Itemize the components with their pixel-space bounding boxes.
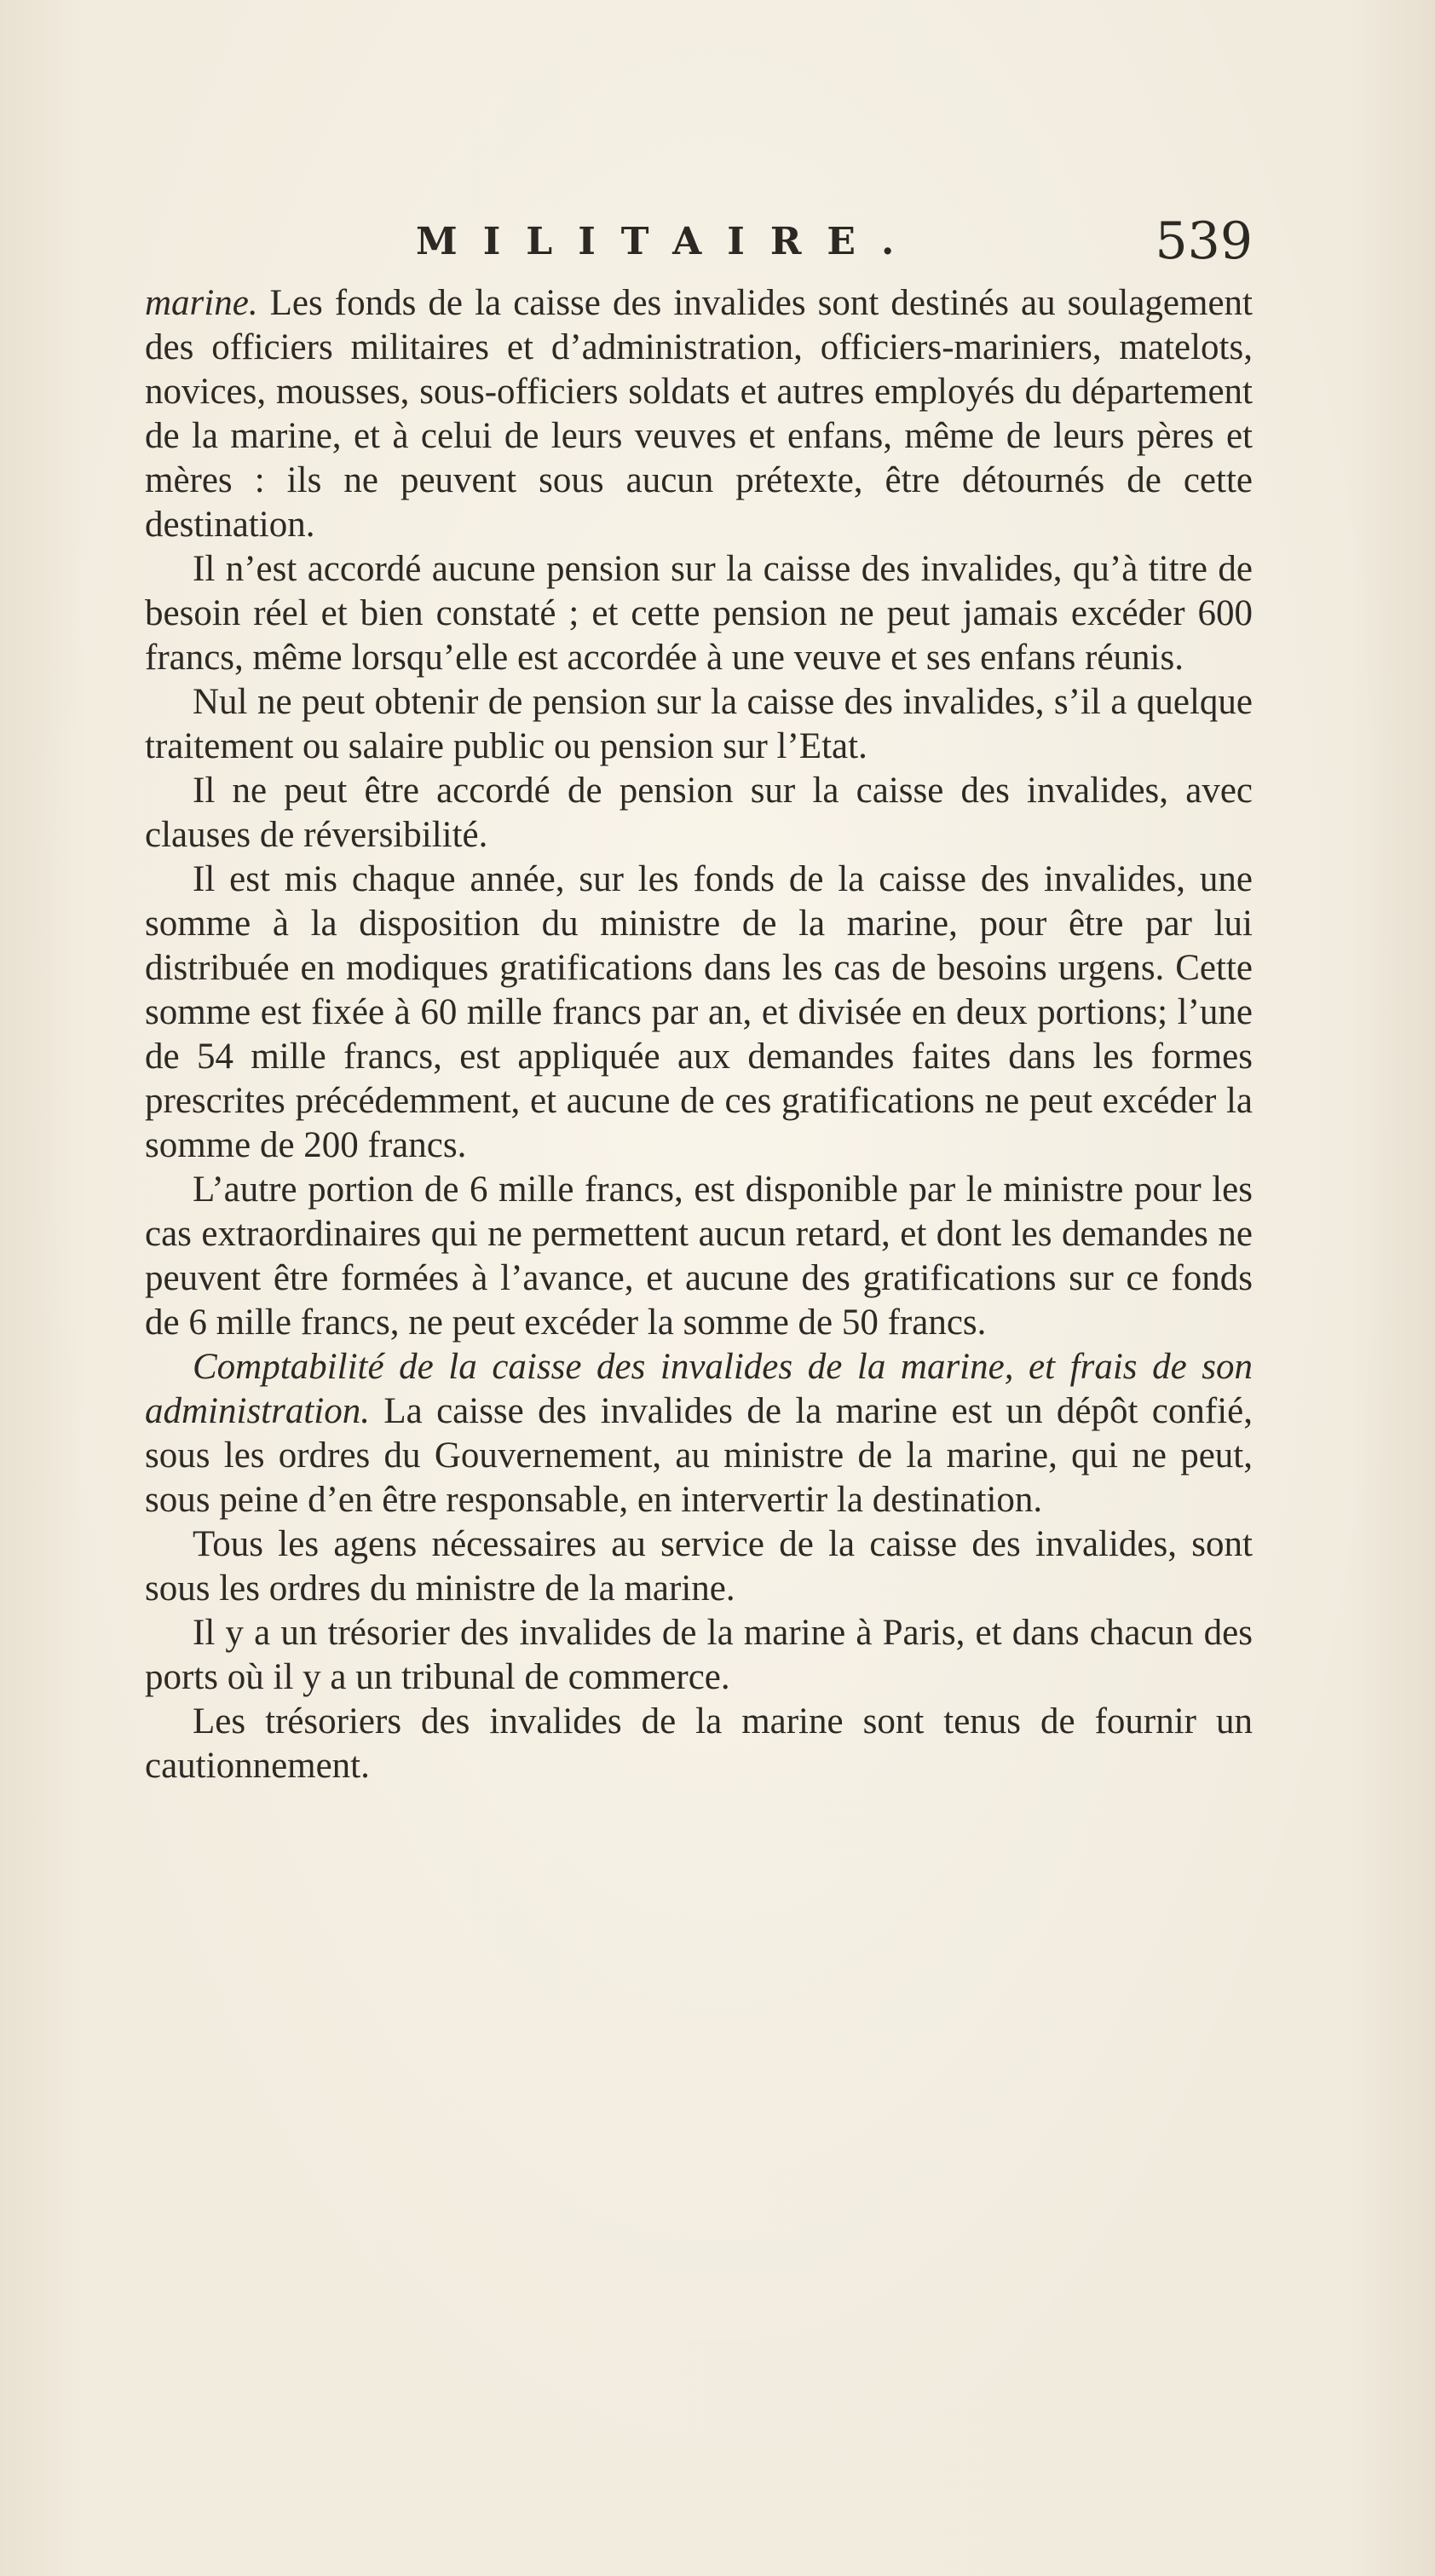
running-head: MILITAIRE.: [416, 220, 920, 263]
paragraph-8: Tous les agens nécessaires au service de la caisse des invalides, sont sous les ordres du ministre de la marine.: [145, 1524, 1253, 1609]
paragraph-3: Nul ne peut obtenir de pension sur la caisse des invalides, s’il a quelque traitement ou salaire public ou pension sur l’Etat.: [145, 682, 1253, 766]
paragraph-9: Il y a un trésorier des invalides de la marine à Paris, et dans chacun des ports où il y a un tribunal de commerce.: [145, 1613, 1253, 1697]
paragraph-6: L’autre portion de 6 mille francs, est disponible par le ministre pour les cas extraordinaires qui ne permettent aucun retard, et dont les demandes ne peuvent être formées à l’avance, et aucune des gratifications sur ce fonds de 6 mille francs, ne peut excéder la somme de 50 francs.: [145, 1170, 1253, 1343]
paragraph-4: Il ne peut être accordé de pension sur la caisse des invalides, avec clauses de réversibilité.: [145, 771, 1253, 855]
body-text: [145, 281, 1253, 1788]
paragraph-5: Il est mis chaque année, sur les fonds de la caisse des invalides, une somme à la disposition du ministre de la marine, pour être par lui distribuée en modiques gratifications dans les cas de besoins urgens. Cette somme est fixée à 60 mille francs par an, et divisée en deux portions; l’une de 54 mille francs, est appliquée aux demandes faites dans les formes prescrites précédemment, et aucune de ces gratifications ne peut excéder la somme de 200 francs.: [145, 859, 1253, 1165]
paragraph-7-text: La caisse des invalides de la marine est un dépôt confié, sous les ordres du Gouvernement, au ministre de la marine, qui ne peut, sous peine d’en être responsable, en intervertir la destination.: [145, 1391, 1253, 1520]
paragraph-10: Les trésoriers des invalides de la marine sont tenus de fournir un cautionnement.: [145, 1701, 1253, 1786]
page-number: 539: [1155, 211, 1253, 271]
paragraph-1-italic: marine.: [145, 283, 258, 323]
paragraph-7: [145, 1345, 1253, 1522]
page-header: [145, 211, 1253, 280]
paragraph-1: [145, 281, 1253, 547]
paragraph-7-italic: Comptabilité de la caisse des invalides de la marine, et frais de son administration.: [145, 1347, 1253, 1431]
paragraph-1-text: Les fonds de la caisse des invalides sont destinés au soulagement des officiers militaires et d’administration, officiers-mariniers, matelots, novices, mousses, sous-officiers soldats et autres employés du département de la marine, et à celui de leurs veuves et enfans, même de leurs pères et mères : ils ne peuvent sous aucun prétexte, être détournés de cette destination.: [145, 283, 1253, 545]
paragraph-2: Il n’est accordé aucune pension sur la caisse des invalides, qu’à titre de besoin réel et bien constaté ; et cette pension ne peut jamais excéder 600 francs, même lorsqu’elle est accordée à une veuve et ses enfans réunis.: [145, 549, 1253, 678]
